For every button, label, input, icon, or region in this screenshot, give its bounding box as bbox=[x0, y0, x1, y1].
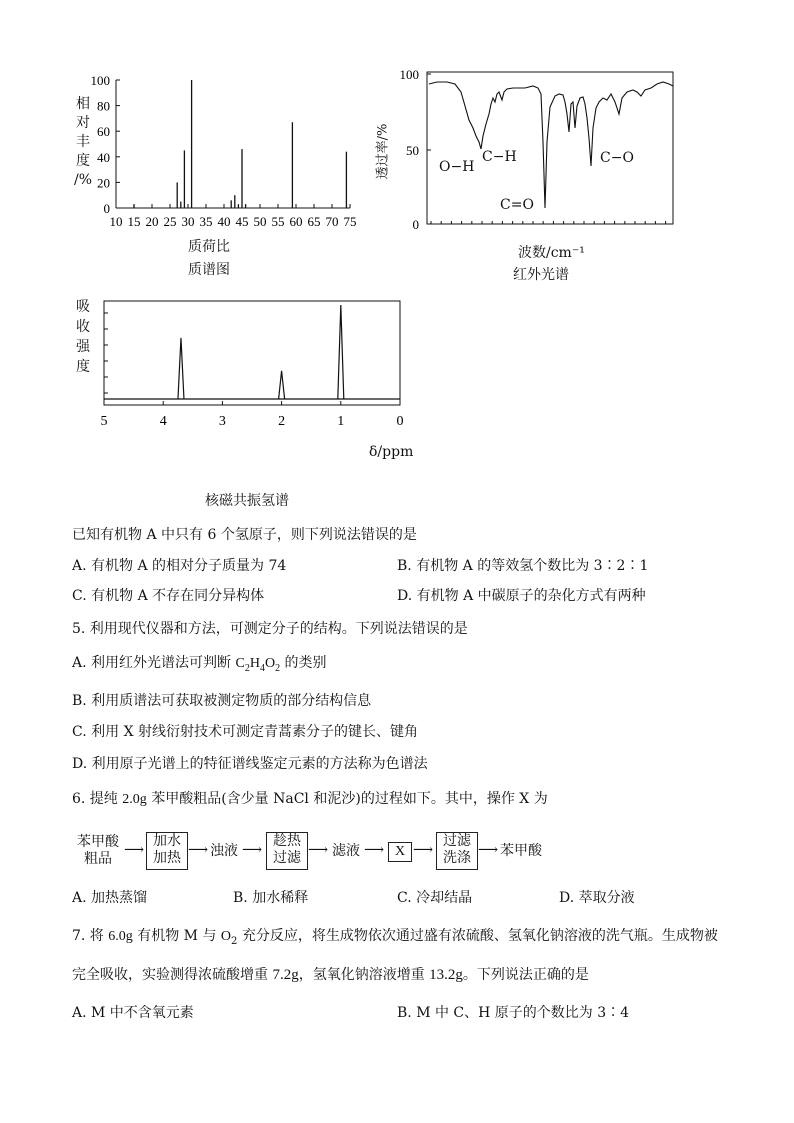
ms-xtick-label: 75 bbox=[343, 214, 357, 229]
nmr-xtick-label: 1 bbox=[337, 414, 345, 429]
flow-arrow-4: ⟶ bbox=[308, 842, 329, 858]
flow-turbid: 浊液 bbox=[210, 843, 238, 859]
ms-xtick-label: 55 bbox=[271, 214, 285, 229]
ms-ytick-label: 0 bbox=[103, 201, 110, 216]
q4-stem: 已知有机物 A 中只有 6 个氢原子，则下列说法错误的是 bbox=[72, 527, 417, 543]
nmr-xtick-label: 3 bbox=[218, 414, 226, 429]
q6-stem: 6. 提纯 2.0g 苯甲酸粗品(含少量 NaCl 和泥沙)的过程如下。其中，操作 X 为 bbox=[72, 791, 548, 807]
nmr-ylabel: 吸 收 强 度 bbox=[76, 299, 90, 375]
ir-ytick-label: 100 bbox=[399, 67, 419, 82]
nmr-xlabel: δ/ppm bbox=[369, 444, 414, 460]
flow-box-x: X bbox=[388, 842, 412, 862]
q5-option-d: D. 利用原子光谱上的特征谱线鉴定元素的方法称为色谱法 bbox=[72, 756, 428, 772]
ms-xlabel: 质荷比 bbox=[188, 239, 230, 255]
ir-label-co-double: C=O bbox=[500, 197, 534, 213]
ms-xtick-label: 30 bbox=[181, 214, 195, 229]
flow-filtrate: 滤液 bbox=[332, 843, 360, 859]
flow-box-filter-hot: 趁热 过滤 bbox=[266, 832, 308, 870]
q5-option-b: B. 利用质谱法可获取被测定物质的部分结构信息 bbox=[72, 693, 372, 709]
ms-ytick-label: 60 bbox=[97, 124, 110, 140]
q4-option-c: C. 有机物 A 不存在同分异构体 bbox=[72, 588, 265, 604]
q5-option-c: C. 利用 X 射线衍射技术可测定青蒿素分子的键长、键角 bbox=[72, 724, 418, 740]
ms-xtick-label: 10 bbox=[109, 214, 123, 229]
q6-option-a: A. 加热蒸馏 bbox=[72, 890, 148, 906]
flow-box-heat: 加水 加热 bbox=[146, 832, 188, 870]
ir-label-ch: C−H bbox=[482, 149, 517, 165]
q4-option-a: A. 有机物 A 的相对分子质量为 74 bbox=[72, 558, 287, 574]
ir-ytick-label: 0 bbox=[412, 217, 419, 232]
flow-arrow-6: ⟶ bbox=[413, 842, 434, 858]
ms-xtick-label: 15 bbox=[127, 214, 141, 229]
flow-arrow-2: ⟶ bbox=[188, 842, 209, 858]
q4-option-d: D. 有机物 A 中碳原子的杂化方式有两种 bbox=[397, 588, 646, 604]
ms-caption: 质谱图 bbox=[188, 262, 230, 278]
ms-xtick-label: 20 bbox=[145, 214, 159, 229]
ms-ytick-label: 80 bbox=[97, 98, 110, 114]
q7-line1: 7. 将 6.0g 有机物 M 与 $O_2$ 充分反应，将生成物依次通过盛有浓硫酸、氢氧化钠溶液的洗气瓶。生成物被 bbox=[72, 928, 718, 947]
ir-frame bbox=[427, 72, 673, 224]
q7-line2: 完全吸收，实验测得浓硫酸增重 7.2g，氢氧化钠溶液增重 13.2g。下列说法正确的是 bbox=[72, 967, 589, 983]
nmr-peak bbox=[338, 305, 344, 399]
ms-xtick-label: 50 bbox=[253, 214, 267, 229]
q6-option-c: C. 冷却结晶 bbox=[397, 890, 473, 906]
ms-ytick-label: 40 bbox=[97, 149, 110, 165]
nmr-xtick-label: 2 bbox=[278, 414, 286, 429]
ms-xtick-label: 25 bbox=[163, 214, 177, 229]
ir-label-oh: O−H bbox=[439, 159, 475, 175]
nmr-peak bbox=[279, 371, 285, 399]
ir-ytick-label: 50 bbox=[406, 143, 419, 158]
nmr-xtick-label: 5 bbox=[100, 414, 108, 429]
nmr-spectrum bbox=[60, 293, 420, 513]
mass-spectrum bbox=[60, 70, 360, 285]
ms-xtick-label: 35 bbox=[199, 214, 213, 229]
ms-xtick-label: 45 bbox=[235, 214, 249, 229]
q6-option-b: B. 加水稀释 bbox=[233, 890, 309, 906]
nmr-caption: 核磁共振氢谱 bbox=[205, 493, 289, 509]
formula-c2h4o2: $C_2H_4O_2$ bbox=[235, 656, 281, 674]
q7-option-b: B. M 中 C、H 原子的个数比为 3∶4 bbox=[397, 1005, 630, 1021]
q5-stem: 5. 利用现代仪器和方法，可测定分子的结构。下列说法错误的是 bbox=[72, 621, 468, 637]
flow-arrow-3: ⟶ bbox=[242, 842, 263, 858]
ms-ytick-label: 100 bbox=[90, 73, 110, 88]
ms-xtick-label: 60 bbox=[289, 214, 303, 229]
q6-flowchart bbox=[70, 830, 630, 876]
ir-ylabel: 透过率/% bbox=[375, 123, 391, 180]
nmr-frame bbox=[104, 301, 400, 405]
ms-xtick-label: 40 bbox=[217, 214, 231, 229]
flow-start: 苯甲酸 粗品 bbox=[77, 834, 119, 867]
flow-arrow-5: ⟶ bbox=[364, 842, 385, 858]
ir-caption: 红外光谱 bbox=[513, 267, 569, 283]
flow-end: 苯甲酸 bbox=[500, 843, 542, 859]
q7-option-a: A. M 中不含氧元素 bbox=[72, 1005, 194, 1021]
flow-box-wash: 过滤 洗涤 bbox=[436, 832, 478, 870]
ms-ylabel: 相 对 丰 度 /% bbox=[73, 96, 93, 188]
nmr-peak bbox=[178, 338, 184, 399]
flow-arrow-1: ⟶ bbox=[124, 842, 145, 858]
ir-spectrum bbox=[375, 62, 685, 292]
ms-xtick-label: 70 bbox=[325, 214, 339, 229]
ir-xlabel: 波数/cm⁻¹ bbox=[518, 245, 585, 261]
nmr-xtick-label: 0 bbox=[396, 414, 404, 429]
q6-option-d: D. 萃取分液 bbox=[559, 890, 635, 906]
nmr-plot bbox=[60, 293, 420, 463]
ms-xtick-label: 65 bbox=[307, 214, 321, 229]
ir-label-co-single: C−O bbox=[600, 150, 634, 166]
ms-ytick-label: 20 bbox=[97, 175, 110, 191]
nmr-xtick-label: 4 bbox=[159, 414, 167, 429]
q5-option-a: A. 利用红外光谱法可判断 $C_2H_4O_2$ 的类别 bbox=[72, 655, 327, 674]
flow-arrow-7: ⟶ bbox=[478, 842, 499, 858]
q4-option-b: B. 有机物 A 的等效氢个数比为 3∶2∶1 bbox=[397, 558, 649, 574]
ir-trace bbox=[429, 82, 673, 208]
